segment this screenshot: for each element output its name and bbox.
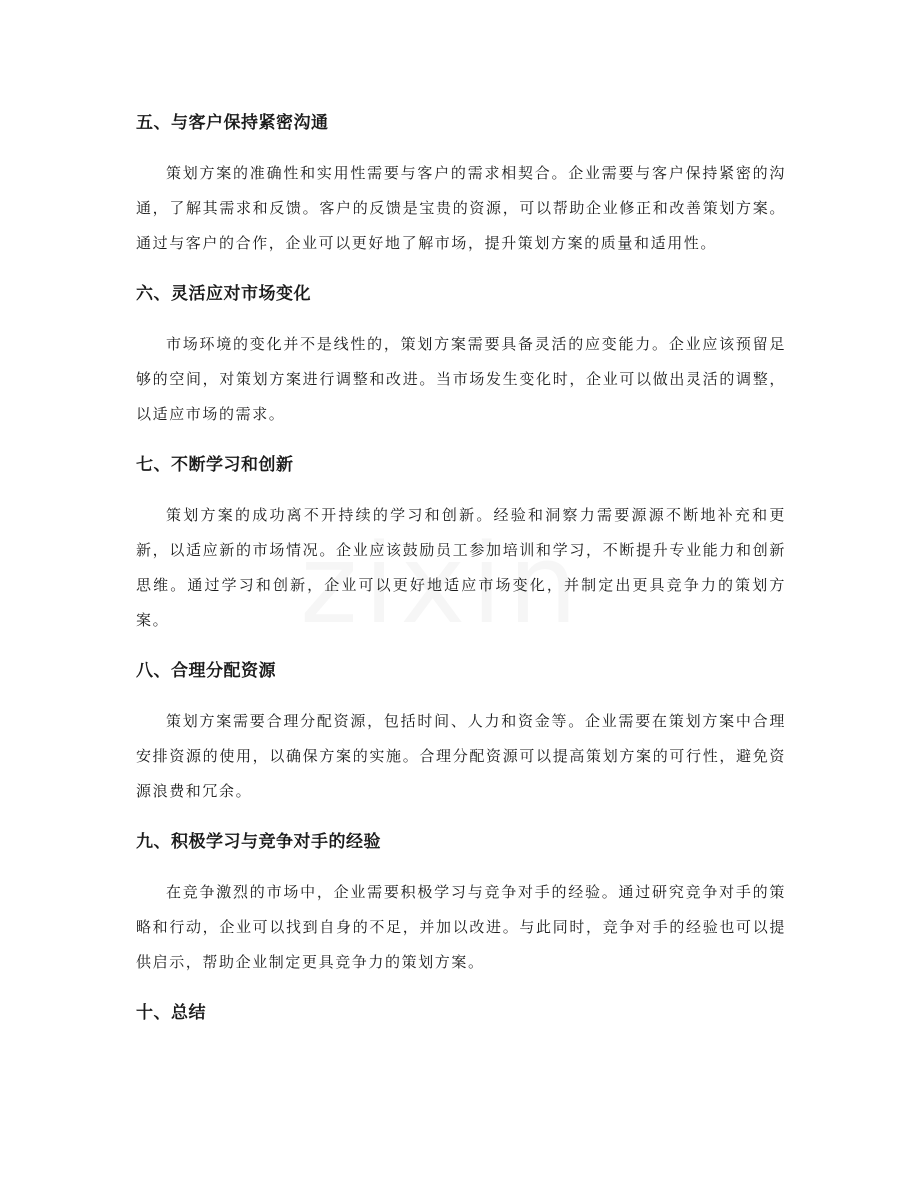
section-heading: 十、总结	[136, 1003, 206, 1023]
section-10	[136, 998, 786, 1028]
section-heading: 六、灵活应对市场变化	[136, 284, 311, 304]
section-7	[136, 450, 786, 638]
section-heading: 八、合理分配资源	[136, 661, 276, 681]
section-8	[136, 656, 786, 809]
section-paragraph: 策划方案的成功离不开持续的学习和创新。经验和洞察力需要源源不断地补充和更新，以适应新的市场情况。企业应该鼓励员工参加培训和学习，不断提升专业能力和创新思维。通过学习和创新，企业可以更好地适应市场变化，并制定出更具竞争力的策划方案。	[136, 506, 786, 629]
section-paragraph: 策划方案的准确性和实用性需要与客户的需求相契合。企业需要与客户保持紧密的沟通，了解其需求和反馈。客户的反馈是宝贵的资源，可以帮助企业修正和改善策划方案。通过与客户的合作，企业可以更好地了解市场，提升策划方案的质量和适用性。	[136, 164, 786, 252]
section-heading: 五、与客户保持紧密沟通	[136, 113, 329, 133]
section-9	[136, 827, 786, 980]
section-heading: 九、积极学习与竞争对手的经验	[136, 832, 381, 852]
section-paragraph: 策划方案需要合理分配资源，包括时间、人力和资金等。企业需要在策划方案中合理安排资源的使用，以确保方案的实施。合理分配资源可以提高策划方案的可行性，避免资源浪费和冗余。	[136, 712, 786, 800]
section-heading: 七、不断学习和创新	[136, 455, 294, 475]
section-paragraph: 在竞争激烈的市场中，企业需要积极学习与竞争对手的经验。通过研究竞争对手的策略和行动，企业可以找到自身的不足，并加以改进。与此同时，竞争对手的经验也可以提供启示，帮助企业制定更具竞争力的策划方案。	[136, 883, 786, 971]
document-page	[136, 108, 786, 1028]
section-5	[136, 108, 786, 261]
section-6	[136, 279, 786, 432]
section-paragraph: 市场环境的变化并不是线性的，策划方案需要具备灵活的应变能力。企业应该预留足够的空间，对策划方案进行调整和改进。当市场发生变化时，企业可以做出灵活的调整，以适应市场的需求。	[136, 335, 786, 423]
